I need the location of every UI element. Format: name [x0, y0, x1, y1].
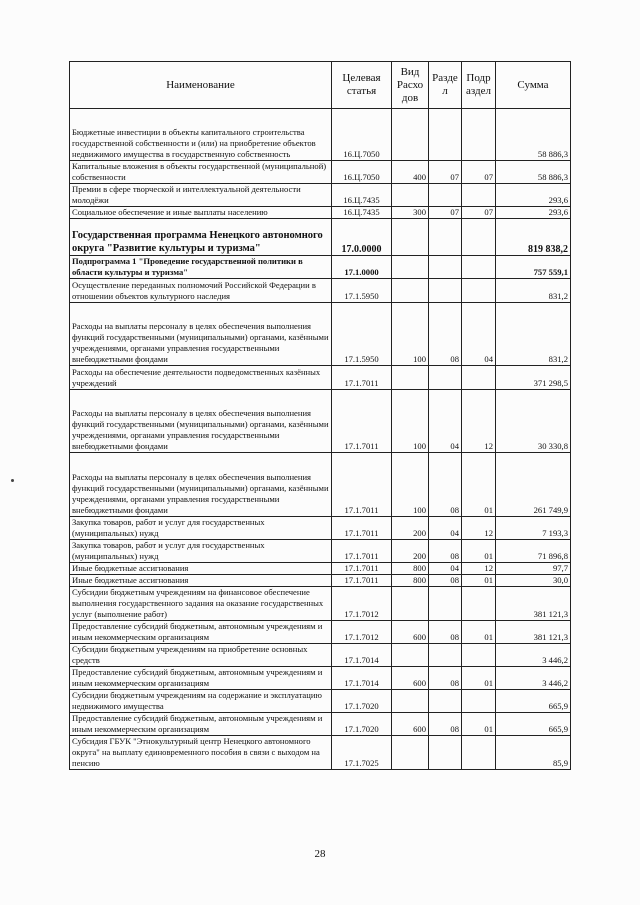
row-name: Предоставление субсидий бюджетным, автономным учреждениям и иным некоммерческим организациям — [70, 667, 332, 690]
row-sum: 7 193,3 — [496, 517, 571, 540]
row-vid: 300 — [392, 207, 429, 219]
row-sum: 30 330,8 — [496, 390, 571, 453]
row-vid — [392, 219, 429, 256]
table-header-row — [70, 62, 571, 109]
row-razdel: 04 — [429, 517, 462, 540]
row-podrazdel — [462, 587, 496, 621]
row-podrazdel — [462, 366, 496, 390]
row-sum: 293,6 — [496, 184, 571, 207]
row-name: Предоставление субсидий бюджетным, автономным учреждениям и иным некоммерческим организациям — [70, 621, 332, 644]
row-name: Иные бюджетные ассигнования — [70, 575, 332, 587]
row-target-code: 16.Ц.7050 — [332, 109, 392, 161]
row-sum: 757 559,1 — [496, 256, 571, 279]
row-sum: 30,0 — [496, 575, 571, 587]
header-razdel: Разде л — [429, 62, 462, 109]
row-name: Предоставление субсидий бюджетным, автономным учреждениям и иным некоммерческим организациям — [70, 713, 332, 736]
header-target: Целевая статья — [332, 62, 392, 109]
row-name: Расходы на выплаты персоналу в целях обеспечения выполнения функций государственными (муниципальными) органами, казёнными учреждениями, органами управления государственными внебюджетными фондами — [70, 390, 332, 453]
row-target-code: 17.1.7020 — [332, 690, 392, 713]
header-sum: Сумма — [496, 62, 571, 109]
row-vid: 800 — [392, 563, 429, 575]
scan-speck — [11, 479, 14, 482]
row-target-code: 16.Ц.7435 — [332, 184, 392, 207]
row-sum: 85,9 — [496, 736, 571, 770]
row-name: Премии в сфере творческой и интеллектуальной деятельности молодёжи — [70, 184, 332, 207]
row-vid — [392, 256, 429, 279]
row-podrazdel — [462, 690, 496, 713]
row-podrazdel: 01 — [462, 713, 496, 736]
row-target-code: 17.1.7011 — [332, 575, 392, 587]
table-row — [70, 540, 571, 563]
row-razdel — [429, 587, 462, 621]
row-razdel: 08 — [429, 540, 462, 563]
row-name: Закупка товаров, работ и услуг для государственных (муниципальных) нужд — [70, 540, 332, 563]
row-name: Государственная программа Ненецкого автономного округа "Развитие культуры и туризма" — [70, 219, 332, 256]
row-razdel — [429, 366, 462, 390]
header-podrazdel: Подр аздел — [462, 62, 496, 109]
row-target-code: 17.1.0000 — [332, 256, 392, 279]
row-vid — [392, 587, 429, 621]
row-razdel — [429, 279, 462, 303]
header-vid: Вид Расхо дов — [392, 62, 429, 109]
row-razdel — [429, 256, 462, 279]
row-target-code: 16.Ц.7435 — [332, 207, 392, 219]
row-vid — [392, 736, 429, 770]
row-podrazdel: 01 — [462, 540, 496, 563]
row-target-code: 17.1.7011 — [332, 563, 392, 575]
row-sum: 819 838,2 — [496, 219, 571, 256]
row-sum: 58 886,3 — [496, 161, 571, 184]
table-row — [70, 161, 571, 184]
row-target-code: 17.1.7014 — [332, 644, 392, 667]
row-podrazdel: 01 — [462, 621, 496, 644]
row-podrazdel — [462, 184, 496, 207]
table-row — [70, 587, 571, 621]
row-razdel: 08 — [429, 713, 462, 736]
row-razdel — [429, 736, 462, 770]
row-razdel: 08 — [429, 667, 462, 690]
row-target-code: 17.1.7020 — [332, 713, 392, 736]
row-vid: 100 — [392, 453, 429, 517]
row-razdel: 07 — [429, 161, 462, 184]
row-name: Иные бюджетные ассигнования — [70, 563, 332, 575]
row-vid — [392, 279, 429, 303]
table-row — [70, 279, 571, 303]
table-row — [70, 517, 571, 540]
row-name: Субсидии бюджетным учреждениям на содержание и эксплуатацию недвижимого имущества — [70, 690, 332, 713]
row-vid — [392, 690, 429, 713]
row-sum: 58 886,3 — [496, 109, 571, 161]
table-row — [70, 184, 571, 207]
row-razdel: 08 — [429, 453, 462, 517]
row-name: Закупка товаров, работ и услуг для государственных (муниципальных) нужд — [70, 517, 332, 540]
row-podrazdel — [462, 279, 496, 303]
row-podrazdel — [462, 644, 496, 667]
row-razdel: 08 — [429, 575, 462, 587]
table-row — [70, 667, 571, 690]
table-row — [70, 690, 571, 713]
row-sum: 3 446,2 — [496, 644, 571, 667]
row-sum: 3 446,2 — [496, 667, 571, 690]
row-vid — [392, 184, 429, 207]
row-vid: 600 — [392, 713, 429, 736]
row-name: Расходы на обеспечение деятельности подведомственных казённых учреждений — [70, 366, 332, 390]
row-name: Расходы на выплаты персоналу в целях обеспечения выполнения функций государственными (муниципальными) органами, казёнными учреждениями, органами управления государственными внебюджетными фондами — [70, 453, 332, 517]
table-row — [70, 453, 571, 517]
row-razdel: 04 — [429, 390, 462, 453]
row-podrazdel: 01 — [462, 575, 496, 587]
row-razdel — [429, 644, 462, 667]
row-target-code: 17.1.7025 — [332, 736, 392, 770]
row-podrazdel: 12 — [462, 390, 496, 453]
row-razdel: 07 — [429, 207, 462, 219]
row-razdel: 08 — [429, 621, 462, 644]
row-target-code: 17.1.7011 — [332, 366, 392, 390]
row-sum: 665,9 — [496, 690, 571, 713]
row-podrazdel: 01 — [462, 453, 496, 517]
row-podrazdel: 07 — [462, 207, 496, 219]
row-razdel — [429, 219, 462, 256]
row-vid: 400 — [392, 161, 429, 184]
row-sum: 831,2 — [496, 303, 571, 366]
row-podrazdel: 12 — [462, 563, 496, 575]
row-target-code: 17.1.7012 — [332, 587, 392, 621]
row-podrazdel — [462, 736, 496, 770]
table-row — [70, 563, 571, 575]
row-sum: 71 896,8 — [496, 540, 571, 563]
row-podrazdel: 01 — [462, 667, 496, 690]
row-target-code: 17.1.7011 — [332, 453, 392, 517]
table-row — [70, 303, 571, 366]
table-row — [70, 575, 571, 587]
row-vid: 100 — [392, 303, 429, 366]
row-razdel: 08 — [429, 303, 462, 366]
row-sum: 261 749,9 — [496, 453, 571, 517]
row-target-code: 17.1.7011 — [332, 517, 392, 540]
row-name: Осуществление переданных полномочий Российской Федерации в отношении объектов культурного наследия — [70, 279, 332, 303]
row-name: Социальное обеспечение и иные выплаты населению — [70, 207, 332, 219]
table-row — [70, 390, 571, 453]
row-podrazdel: 12 — [462, 517, 496, 540]
row-target-code: 17.1.5950 — [332, 303, 392, 366]
row-sum: 665,9 — [496, 713, 571, 736]
row-target-code: 17.1.7014 — [332, 667, 392, 690]
table-row — [70, 644, 571, 667]
header-name: Наименование — [70, 62, 332, 109]
row-sum: 97,7 — [496, 563, 571, 575]
table-row — [70, 256, 571, 279]
row-podrazdel: 04 — [462, 303, 496, 366]
row-razdel: 04 — [429, 563, 462, 575]
row-sum: 381 121,3 — [496, 587, 571, 621]
row-vid: 200 — [392, 540, 429, 563]
row-target-code: 17.1.7011 — [332, 540, 392, 563]
budget-table — [69, 61, 571, 770]
row-target-code: 17.1.7011 — [332, 390, 392, 453]
table-row — [70, 366, 571, 390]
row-vid: 800 — [392, 575, 429, 587]
table-row — [70, 207, 571, 219]
row-podrazdel — [462, 219, 496, 256]
page-number: 28 — [314, 848, 326, 860]
row-target-code: 17.0.0000 — [332, 219, 392, 256]
row-sum: 381 121,3 — [496, 621, 571, 644]
table-row — [70, 219, 571, 256]
row-razdel — [429, 690, 462, 713]
row-vid — [392, 644, 429, 667]
row-name: Бюджетные инвестиции в объекты капитального строительства государственной собственности и (или) на приобретение объектов недвижимого имущества в государственную собственность — [70, 109, 332, 161]
table-body — [70, 109, 571, 770]
table-row — [70, 736, 571, 770]
table-row — [70, 109, 571, 161]
row-target-code: 17.1.5950 — [332, 279, 392, 303]
row-name: Субсидия ГБУК "Этнокультурный центр Ненецкого автономного округа" на выплату единовременного пособия в связи с выходом на пенсию — [70, 736, 332, 770]
row-vid: 200 — [392, 517, 429, 540]
row-vid: 600 — [392, 667, 429, 690]
row-vid: 100 — [392, 390, 429, 453]
row-name: Субсидии бюджетным учреждениям на приобретение основных средств — [70, 644, 332, 667]
row-vid: 600 — [392, 621, 429, 644]
row-razdel — [429, 184, 462, 207]
row-sum: 293,6 — [496, 207, 571, 219]
row-target-code: 16.Ц.7050 — [332, 161, 392, 184]
table-row — [70, 713, 571, 736]
row-name: Расходы на выплаты персоналу в целях обеспечения выполнения функций государственными (муниципальными) органами, казёнными учреждениями, органами управления государственными внебюджетными фондами — [70, 303, 332, 366]
row-podrazdel — [462, 109, 496, 161]
row-name: Субсидии бюджетным учреждениям на финансовое обеспечение выполнения государственного задания на оказание государственных услуг (выполнение работ) — [70, 587, 332, 621]
row-razdel — [429, 109, 462, 161]
row-sum: 831,2 — [496, 279, 571, 303]
row-name: Подпрограмма 1 "Проведение государственной политики в области культуры и туризма" — [70, 256, 332, 279]
row-podrazdel — [462, 256, 496, 279]
row-name: Капитальные вложения в объекты государственной (муниципальной) собственности — [70, 161, 332, 184]
row-sum: 371 298,5 — [496, 366, 571, 390]
row-podrazdel: 07 — [462, 161, 496, 184]
row-target-code: 17.1.7012 — [332, 621, 392, 644]
row-vid — [392, 366, 429, 390]
row-vid — [392, 109, 429, 161]
table-row — [70, 621, 571, 644]
